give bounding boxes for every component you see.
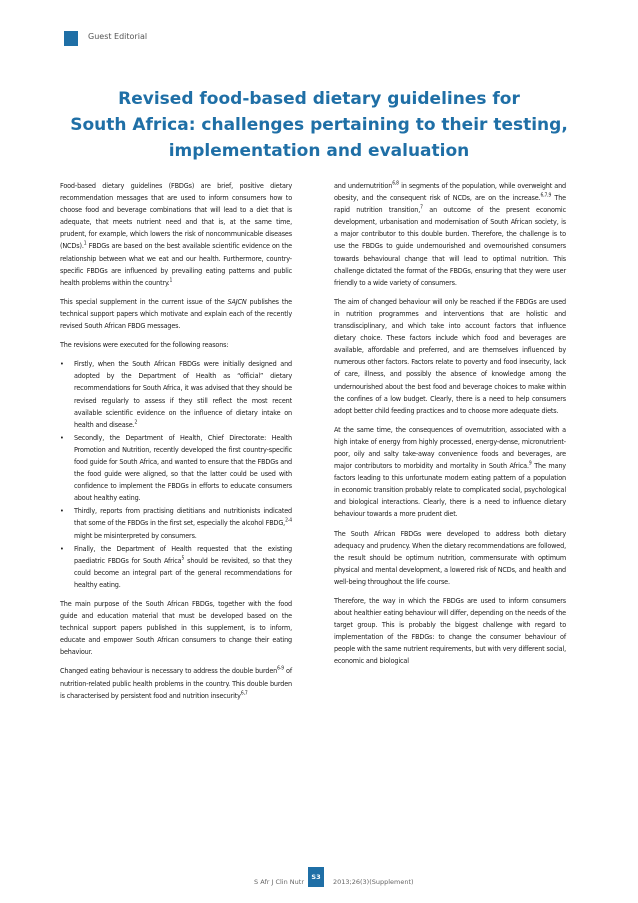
page-number: S3 — [308, 867, 324, 887]
list-item: • Thirdly, reports from practising dietitians and nutritionists indicated that some of the FBDGs in the first set, especially the alcohol FBDG,$^{2-4}$ might be misinterpreted by consumers. — [60, 505, 292, 541]
list-item: • Firstly, when the South African FBDGs were initially designed and adopted by the Department of Health as “official” dietary recommendations for South Africa, it was advised that they should be revised regularly to assess if they still reflect the most recent available scientific evidence on the influence of dietary intake on health and disease.$^2$ — [60, 358, 292, 431]
footer-issue: 2013;26(3)(Supplement) — [333, 878, 414, 886]
footer-journal: S Afr J Clin Nutr — [254, 878, 304, 886]
paragraph: Changed eating behaviour is necessary to address the double burden$^{6-9}$ of nutrition-related public health problems in the country. This double burden is characterised by persistent food and nutrition insecurity$^{6,7}$ — [60, 666, 292, 700]
section-marker — [64, 31, 78, 46]
article-title — [40, 86, 598, 164]
paragraph: This special supplement in the current issue of the SAJCN publishes the technical support papers which motivate and explain each of the recently revised South African FBDG messages. — [60, 296, 292, 331]
paragraph: The aim of changed behaviour will only be reached if the FBDGs are used in nutrition programmes and interventions that are holistic and transdisciplinary, and which take into account factors that influence dietary choice. These factors include which food and beverages are available, affordable and preferred, and are themselves influenced by numerous other factors. Factors relate to poverty and food insecurity, lack of care, illness, and possibly the absence of knowledge among the undernourished about the best food and beverage choices to make within the confines of a low budget. Clearly, there is a need to help consumers adopt better child feeding practices and to choose more adequate diets. — [334, 296, 566, 415]
reasons-list — [60, 358, 292, 591]
title-line-2: South Africa: challenges pertaining to their testing, — [70, 115, 568, 135]
paragraph: The main purpose of the South African FBDGs, together with the food guide and education material that must be developed based on the technical support papers published in this supplement, is to inform, educate and empower South African consumers to change their eating behaviour. — [60, 599, 292, 657]
paragraph: Therefore, the way in which the FBDGs are used to inform consumers about healthier eating behaviour will differ, depending on the needs of the target group. This is probably the biggest challenge with regard to implementation of the FBDGs: to change the consumer behaviour of people with the same nutrient requirements, but with very different social, economic and biological — [334, 596, 566, 666]
section-label: Guest Editorial — [88, 32, 148, 41]
title-line-1: Revised food-based dietary guidelines for — [118, 89, 520, 109]
title-line-3: implementation and evaluation — [168, 141, 470, 161]
right-column — [334, 180, 566, 675]
paragraph: and undernutrition$^{6,8}$ in segments of the population, while overweight and obesity, and the consequent risk of NCDs, are on the increase.$^{6,7,9}$ The rapid nutrition transition,$^7$ an outcome of the present economic development, urbanisation and modernisation of South African society, is a major contributor to this double burden. Therefore, the challenge is to use the FBDGs to guide undernourished and overnourished consumers towards behavioural change that will lead to optimal nutrition. This challenge dictated the format of the FBDGs, ensuring that they were user friendly to a wide variety of consumers. — [334, 180, 566, 287]
left-column — [60, 180, 292, 709]
paragraph: The South African FBDGs were developed to address both dietary adequacy and prudency. When the dietary recommendations are followed, the result should be optimum nutrition, commensurate with optimum physical and mental development, a lowered risk of NCDs, and health and well-being throughout the life course. — [334, 528, 566, 586]
paragraph: Food-based dietary guidelines (FBDGs) are brief, positive dietary recommendation messages that are used to inform consumers how to choose food and beverage combinations that will lead to a diet that is adequate, that meets nutrient need and that is, at the same time, prudent, for example, which lowers the risk of noncommunicable diseases (NCDs).$^1$ FBDGs are based on the best available scientific evidence on the relationship between what we eat and our health. Furthermore, country-specific FBDGs are influenced by prevailing eating patterns and public health problems within the country.$^1$ — [60, 181, 292, 287]
list-item: • Finally, the Department of Health requested that the existing paediatric FBDGs for South Africa$^5$ should be revisited, so that they could become an integral part of the general recommendations for healthy eating. — [60, 543, 292, 591]
list-item: • Secondly, the Department of Health, Chief Directorate: Health Promotion and Nutrition, recently developed the first country-specific food guide for South Africa, and wanted to ensure that the FBDGs and the food guide were aligned, so that the latter could be used with confidence to implement the FBDGs in efforts to educate consumers about healthy eating. — [60, 432, 292, 505]
paragraph: The revisions were executed for the following reasons: — [60, 340, 229, 350]
paragraph: At the same time, the consequences of overnutrition, associated with a high intake of energy from highly processed, energy-dense, micronutrient-poor, oily and salty take-away convenience foods and beverages, are major contributors to morbidity and mortality in South Africa.$^9$ The many factors leading to this unfortunate modern eating pattern of a population in economic transition probably relate to complicated social, psychological and biological interactions. Clearly, there is a need to influence dietary behaviour towards a more prudent diet. — [334, 424, 566, 519]
